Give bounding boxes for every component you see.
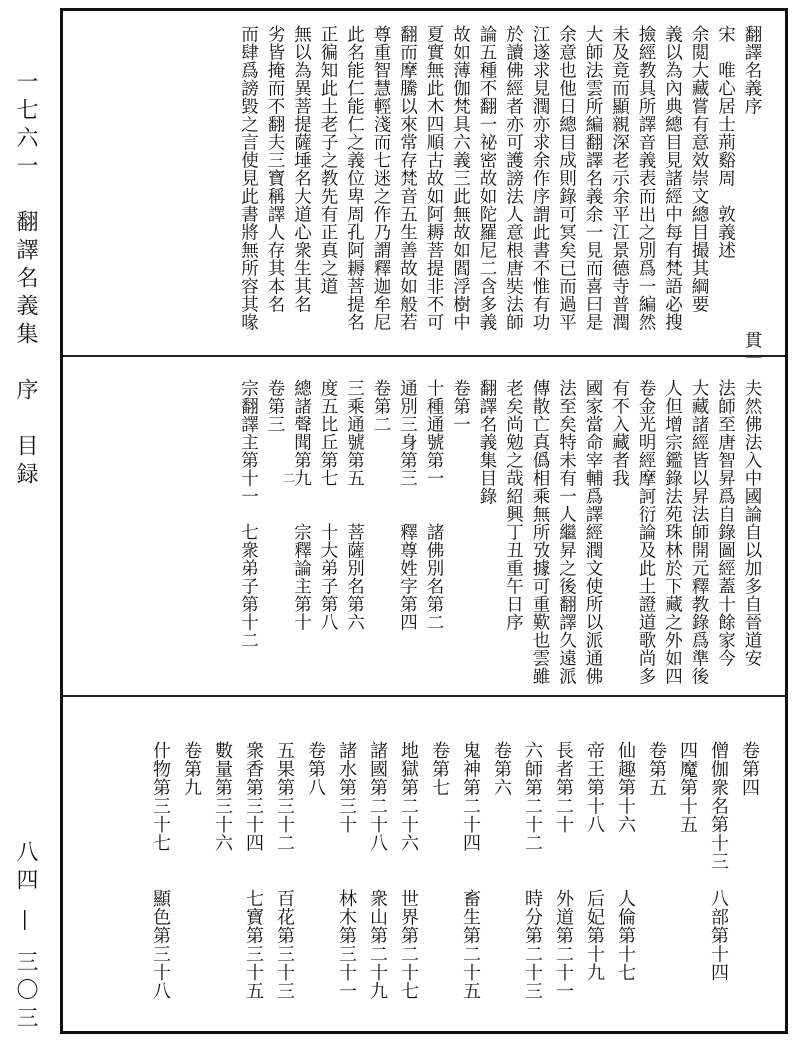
contents-line: 四魔第十五: [677, 741, 698, 834]
contents-line: 什物第三十七 顯色第三十八: [150, 741, 171, 1000]
preface-line: 尊重智慧輕淺而七迷之作乃謂釋迦牟尼: [371, 25, 391, 331]
page-frame: [60, 8, 788, 1034]
preface-line: 翻而摩騰以來常存梵音五生善故如般若: [397, 25, 418, 331]
preface-line: 撿經教具所譯音義表而出之別爲一編然: [636, 25, 656, 331]
preface-panel: [63, 11, 785, 367]
middle-panel: [63, 355, 785, 695]
middle-line: 卷金光明經摩訶衍論及此土證道歌尚多: [636, 379, 656, 685]
contents-line: 五果第三十二 百花第三十三: [274, 741, 295, 1000]
middle-line: 通別三身第三 釋尊姓字第四: [397, 379, 418, 631]
middle-line: 大藏諸經皆以昇法師開元釋教錄爲準後: [689, 379, 709, 685]
toc-text: [145, 741, 765, 1051]
preface-line: 此名能仁能仁之義位卑周孔阿耨菩提名: [344, 25, 365, 331]
middle-line: 總諸聲聞第九 宗釋論主第十: [291, 379, 312, 631]
preface-line: 余閲大藏嘗有意效崇文總目撮其綱要: [689, 25, 709, 313]
middle-line: 法師至唐智昇爲自錄圖經蓋十餘家今: [715, 379, 736, 667]
preface-text: [235, 25, 765, 367]
preface-line: 未及竟而顯親深老示余平江景德寺普潤: [609, 25, 630, 331]
preface-line: 夏實無此木四順古故如阿耨菩提非不可: [424, 25, 444, 331]
contents-line: 卷第七: [429, 741, 450, 797]
preface-line: 論五種不翻一祕密故如陀羅尼二含多義: [477, 25, 497, 331]
preface-line: 故如薄伽梵具六義三此無故如閻浮樹中: [450, 25, 471, 331]
contents-line: 卷第六: [491, 741, 512, 797]
contents-line: 六師第二十二 時分第二十三: [522, 741, 543, 1000]
middle-line: 翻譯名義集目錄: [477, 379, 497, 505]
middle-line: 卷第三: [265, 379, 285, 433]
middle-line: 十種通號第一 諸佛別名第二: [424, 379, 444, 631]
middle-line: 卷第二: [371, 379, 391, 433]
contents-line: 鬼神第二十四 畜生第二十五: [460, 741, 481, 1000]
contents-line: 數量第三十六: [212, 741, 233, 852]
middle-line: 三乘通號第五 菩薩別名第六: [344, 379, 365, 631]
contents-line: 卷第九: [181, 741, 202, 797]
middle-line: 卷第一: [450, 379, 471, 433]
contents-line: 仙趣第十六 人倫第十七: [615, 741, 636, 982]
preface-line: 正徧知此土老子之教先有正真之道: [318, 25, 338, 295]
middle-line: 傳散亡真僞相乘無所攷據可重歎也雲雖: [530, 379, 550, 685]
preface-line: 大師法雲所編翻譯名義余一見而喜曰是: [583, 25, 603, 331]
page-number: 八四 — 三〇三: [13, 840, 38, 1034]
contents-line: 衆香第三十四 七寶第三十五: [243, 741, 264, 1000]
middle-line: 人但增宗鑑錄法苑珠林於下藏之外如四: [662, 379, 683, 685]
ink-mark: 二: [283, 471, 296, 485]
middle-line: 宗翻譯主第十一 七衆弟子第十二: [238, 379, 259, 649]
middle-line: 法至矣特未有一人繼昇之後翻譯久遠派: [556, 379, 577, 685]
contents-line: 卷第四: [739, 741, 760, 797]
contents-line: 卷第八: [305, 741, 326, 797]
contents-line: 僧伽衆名第十三 八部第十四: [708, 741, 729, 982]
middle-line: 國家當命宰輔爲譯經潤文使所以派通佛: [583, 379, 603, 685]
page-margin: [8, 70, 48, 1034]
contents-line: 帝王第十八 后妃第十九: [584, 741, 605, 982]
preface-line: 於讀佛經者亦可護謗法人意根唐奘法師: [503, 25, 524, 331]
preface-line: 劣皆掩而不翻夫三寶稱譯人存其本名: [265, 25, 285, 313]
preface-line: 余意也他日總目成則錄可冥矣已而過平: [556, 25, 577, 331]
preface-line: 無以為異菩提薩埵名大道心衆生其名: [291, 25, 312, 313]
margin-title: 一七六一 翻譯名義集 序 目録: [13, 70, 38, 490]
contents-line: 地獄第二十六 世界第二十七: [398, 741, 419, 1000]
middle-line: 夫然佛法入中國論自以加多自晉道安: [742, 379, 762, 667]
preface-line: 江遂求見潤亦求余作序謂此書不惟有功: [530, 25, 550, 331]
middle-line: 老矣尚勉之哉紹興丁丑重午日序: [503, 379, 524, 631]
preface-line: 義以為內典總目見諸經中每有梵語必搜: [662, 25, 683, 331]
contents-line: 卷第五: [646, 741, 667, 797]
contents-line: 諸國第二十八 衆山第二十九: [367, 741, 388, 1000]
preface-line: 而肆爲謗毀之言使見此書將無所容其喙: [238, 25, 259, 331]
preface-and-toc-text: [235, 379, 765, 689]
contents-line: 諸水第三十 林木第三十一: [336, 741, 357, 1000]
middle-line: 度五比丘第七 十大弟子第八: [318, 379, 338, 631]
contents-line: 長者第二十 外道第二十一: [553, 741, 574, 1000]
preface-line: 宋 唯心居士荊谿周 敦義述: [715, 25, 736, 259]
preface-line: 翻譯名義序 貫一: [742, 25, 762, 367]
contents-panel: [63, 695, 785, 1031]
middle-line: 有不入藏者我: [609, 379, 630, 487]
